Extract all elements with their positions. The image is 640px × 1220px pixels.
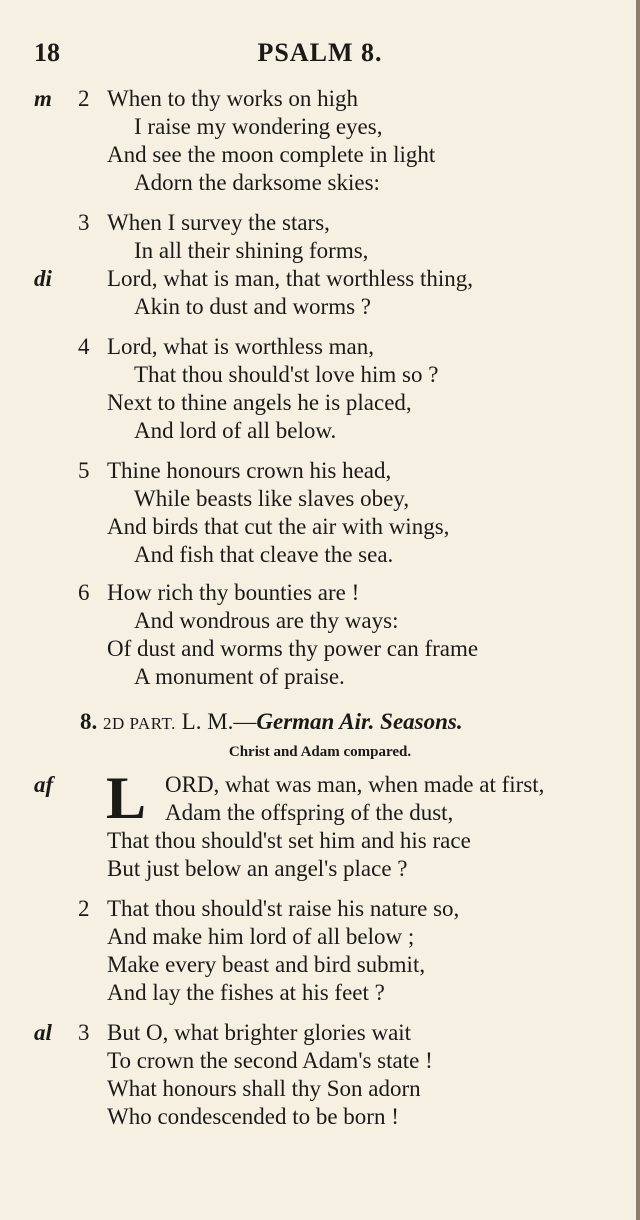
verse-line (0, 770, 640, 800)
verse-text: In all their shining forms, (134, 238, 369, 263)
verse-line (0, 264, 640, 294)
verse-line (0, 388, 640, 418)
verse-line (0, 1102, 640, 1132)
running-title: PSALM 8. (257, 38, 383, 67)
verse-text: A monument of praise. (134, 664, 345, 689)
dynamics-mark: af (34, 772, 54, 797)
verse-line (0, 292, 640, 322)
page-number: 18 (34, 38, 60, 67)
verse-text: Lord, what is worthless man, (107, 334, 375, 359)
verse-line (0, 416, 640, 446)
tune-name: German Air. Seasons. (256, 709, 463, 734)
hymn-subtitle: Christ and Adam compared. (228, 744, 412, 760)
tune-heading (80, 706, 620, 738)
verse-line (0, 894, 640, 924)
verse-text: And lord of all below. (134, 418, 337, 443)
dynamics-mark: al (34, 1020, 52, 1045)
verse-text: Who condescended to be born ! (107, 1104, 399, 1129)
verse-text: That thou should'st raise his nature so, (107, 896, 460, 921)
verse-text: Akin to dust and worms ? (134, 294, 372, 319)
verse-text: Adam the offspring of the dust, (165, 800, 454, 825)
verse-line (0, 1046, 640, 1076)
verse-line (0, 512, 640, 542)
psalm-number: 8. (80, 709, 98, 734)
part-label: 2D PART. (103, 714, 176, 733)
verse-text: That thou should'st set him and his race (107, 828, 471, 853)
verse-text: How rich thy bounties are ! (107, 580, 360, 605)
verse-line (0, 112, 640, 142)
verse-text: And see the moon complete in light (107, 142, 436, 167)
verse-line (0, 140, 640, 170)
meter-label: L. M.— (181, 709, 257, 734)
verse-text: Adorn the darksome skies: (134, 170, 380, 195)
verse-text: And wondrous are thy ways: (134, 608, 399, 633)
verse-text: ORD, what was man, when made at first, (165, 772, 545, 797)
verse-line (0, 1018, 640, 1048)
verse-line (0, 798, 640, 828)
verse-text: Lord, what is man, that worthless thing, (107, 266, 474, 291)
verse-text: But O, what brighter glories wait (107, 1020, 412, 1045)
verse-line (0, 360, 640, 390)
verse-text: I raise my wondering eyes, (134, 114, 383, 139)
dynamics-mark: m (34, 86, 52, 111)
verse-text: Make every beast and bird submit, (107, 952, 426, 977)
verse-number: 3 (78, 1020, 90, 1045)
verse-line (0, 456, 640, 486)
verse-line (0, 168, 640, 198)
verse-line (0, 854, 640, 884)
drop-cap: L (106, 765, 147, 831)
verse-text: But just below an angel's place ? (107, 856, 408, 881)
verse-number: 4 (78, 334, 90, 359)
verse-number: 3 (78, 210, 90, 235)
verse-line (0, 484, 640, 514)
dynamics-mark: di (34, 266, 52, 291)
verse-line (0, 978, 640, 1008)
verse-line (0, 826, 640, 856)
page-header (0, 38, 640, 74)
verse-text: Next to thine angels he is placed, (107, 390, 412, 415)
verse-line (0, 606, 640, 636)
verse-text: To crown the second Adam's state ! (107, 1048, 433, 1073)
verse-text: And lay the fishes at his feet ? (107, 980, 385, 1005)
verse-text: While beasts like slaves obey, (134, 486, 410, 511)
verse-number: 2 (78, 86, 90, 111)
verse-number: 5 (78, 458, 90, 483)
verse-line (0, 208, 640, 238)
verse-line (0, 540, 640, 570)
verse-text: When to thy works on high (107, 86, 359, 111)
verse-line (0, 922, 640, 952)
verse-text: That thou should'st love him so ? (134, 362, 439, 387)
verse-text: And fish that cleave the sea. (134, 542, 394, 567)
verse-line (0, 1074, 640, 1104)
verse-text: And make him lord of all below ; (107, 924, 415, 949)
verse-line (0, 84, 640, 114)
verse-number: 2 (78, 896, 90, 921)
verse-text: And birds that cut the air with wings, (107, 514, 450, 539)
verse-line (0, 332, 640, 362)
verse-line (0, 662, 640, 692)
verse-text: When I survey the stars, (107, 210, 330, 235)
verse-text: Of dust and worms thy power can frame (107, 636, 479, 661)
verse-text: Thine honours crown his head, (107, 458, 392, 483)
verse-line (0, 578, 640, 608)
verse-number: 6 (78, 580, 90, 605)
verse-text: What honours shall thy Son adorn (107, 1076, 421, 1101)
verse-line (0, 236, 640, 266)
verse-line (0, 634, 640, 664)
verse-line (0, 950, 640, 980)
